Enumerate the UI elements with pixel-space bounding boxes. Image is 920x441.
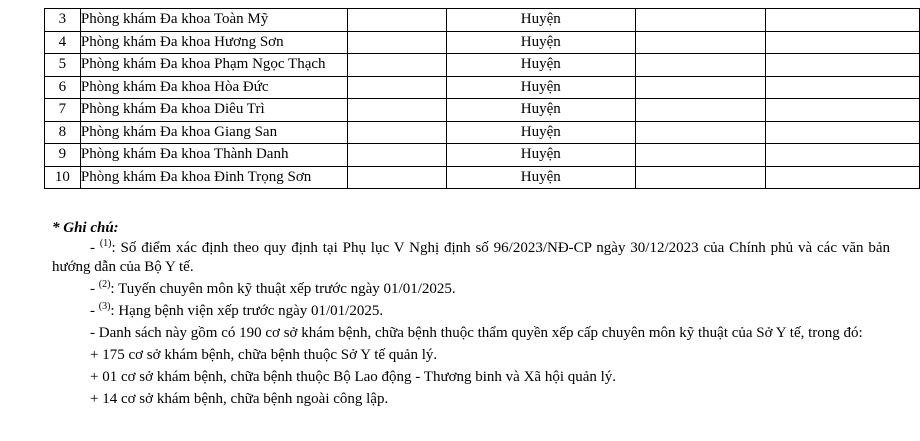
empty-cell xyxy=(766,99,920,122)
table-row xyxy=(45,31,920,54)
note-item: + 14 cơ sở khám bệnh, chữa bệnh ngoài công lập. xyxy=(90,391,389,407)
empty-cell xyxy=(766,166,920,189)
clinic-name-cell: Phòng khám Đa khoa Phạm Ngọc Thạch xyxy=(80,54,348,77)
level-cell: Huyện xyxy=(446,31,635,54)
empty-cell xyxy=(348,144,447,167)
note-marker: (3) xyxy=(98,301,111,312)
level-cell: Huyện xyxy=(446,76,635,99)
empty-cell xyxy=(635,9,766,32)
level-cell: Huyện xyxy=(446,166,635,189)
table-row xyxy=(45,99,920,122)
note-marker: (1) xyxy=(99,238,112,249)
clinic-name-cell: Phòng khám Đa khoa Diêu Trì xyxy=(80,99,348,122)
note-text: : Số điểm xác định theo quy định tại Phụ lục V Nghị định số 96/2023/NĐ-CP ngày 30/12/2023 của Chính phủ và các văn bản hướng dẫn của Bộ Y tế. xyxy=(52,240,890,275)
empty-cell xyxy=(766,76,920,99)
clinic-name-cell: Phòng khám Đa khoa Giang San xyxy=(80,121,348,144)
level-cell: Huyện xyxy=(446,99,635,122)
empty-cell xyxy=(635,121,766,144)
table-row xyxy=(45,9,920,32)
note-prefix: - xyxy=(90,303,99,319)
table-row xyxy=(45,76,920,99)
row-number-cell: 4 xyxy=(45,31,81,54)
empty-cell xyxy=(348,121,447,144)
table-row xyxy=(45,144,920,167)
note-point-count xyxy=(52,239,890,277)
row-number-cell: 8 xyxy=(45,121,81,144)
table-row xyxy=(45,54,920,77)
empty-cell xyxy=(348,9,447,32)
empty-cell xyxy=(766,31,920,54)
clinic-name-cell: Phòng khám Đa khoa Hương Sơn xyxy=(80,31,348,54)
note-prefix: - xyxy=(90,281,99,297)
empty-cell xyxy=(635,166,766,189)
empty-cell xyxy=(635,76,766,99)
notes-section xyxy=(52,219,890,412)
row-number-cell: 10 xyxy=(45,166,81,189)
note-text: : Tuyến chuyên môn kỹ thuật xếp trước ngày 01/01/2025. xyxy=(110,281,456,297)
row-number-cell: 3 xyxy=(45,9,81,32)
row-number-cell: 6 xyxy=(45,76,81,99)
level-cell: Huyện xyxy=(446,9,635,32)
empty-cell xyxy=(766,54,920,77)
row-number-cell: 7 xyxy=(45,99,81,122)
note-prefix: - xyxy=(90,240,100,256)
note-item: + 01 cơ sở khám bệnh, chữa bệnh thuộc Bộ Lao động - Thương binh và Xã hội quản lý. xyxy=(90,369,617,385)
empty-cell xyxy=(635,31,766,54)
level-cell: Huyện xyxy=(446,54,635,77)
table-row xyxy=(45,166,920,189)
empty-cell xyxy=(766,121,920,144)
note-item: + 175 cơ sở khám bệnh, chữa bệnh thuộc Sở Y tế quản lý. xyxy=(90,347,438,363)
level-cell: Huyện xyxy=(446,144,635,167)
notes-heading: * Ghi chú: xyxy=(52,220,119,236)
empty-cell xyxy=(766,144,920,167)
clinic-name-cell: Phòng khám Đa khoa Hòa Đức xyxy=(80,76,348,99)
empty-cell xyxy=(635,99,766,122)
clinic-table xyxy=(44,8,920,189)
empty-cell xyxy=(635,144,766,167)
level-cell: Huyện xyxy=(446,121,635,144)
clinic-name-cell: Phòng khám Đa khoa Thành Danh xyxy=(80,144,348,167)
clinic-table-body xyxy=(45,9,920,189)
clinic-name-cell: Phòng khám Đa khoa Đinh Trọng Sơn xyxy=(80,166,348,189)
empty-cell xyxy=(635,54,766,77)
clinic-name-cell: Phòng khám Đa khoa Toàn Mỹ xyxy=(80,9,348,32)
empty-cell xyxy=(348,54,447,77)
empty-cell xyxy=(766,9,920,32)
empty-cell xyxy=(348,76,447,99)
table-row xyxy=(45,121,920,144)
empty-cell xyxy=(348,99,447,122)
note-hospital-rank xyxy=(52,302,890,321)
row-number-cell: 9 xyxy=(45,144,81,167)
empty-cell xyxy=(348,166,447,189)
note-text: : Hạng bệnh viện xếp trước ngày 01/01/2025. xyxy=(110,303,384,319)
note-marker: (2) xyxy=(98,279,111,290)
note-summary: - Danh sách này gồm có 190 cơ sở khám bệnh, chữa bệnh thuộc thẩm quyền xếp cấp chuyên môn kỹ thuật của Sở Y tế, trong đó: xyxy=(90,325,863,341)
empty-cell xyxy=(348,31,447,54)
row-number-cell: 5 xyxy=(45,54,81,77)
note-technical-line xyxy=(52,280,890,299)
